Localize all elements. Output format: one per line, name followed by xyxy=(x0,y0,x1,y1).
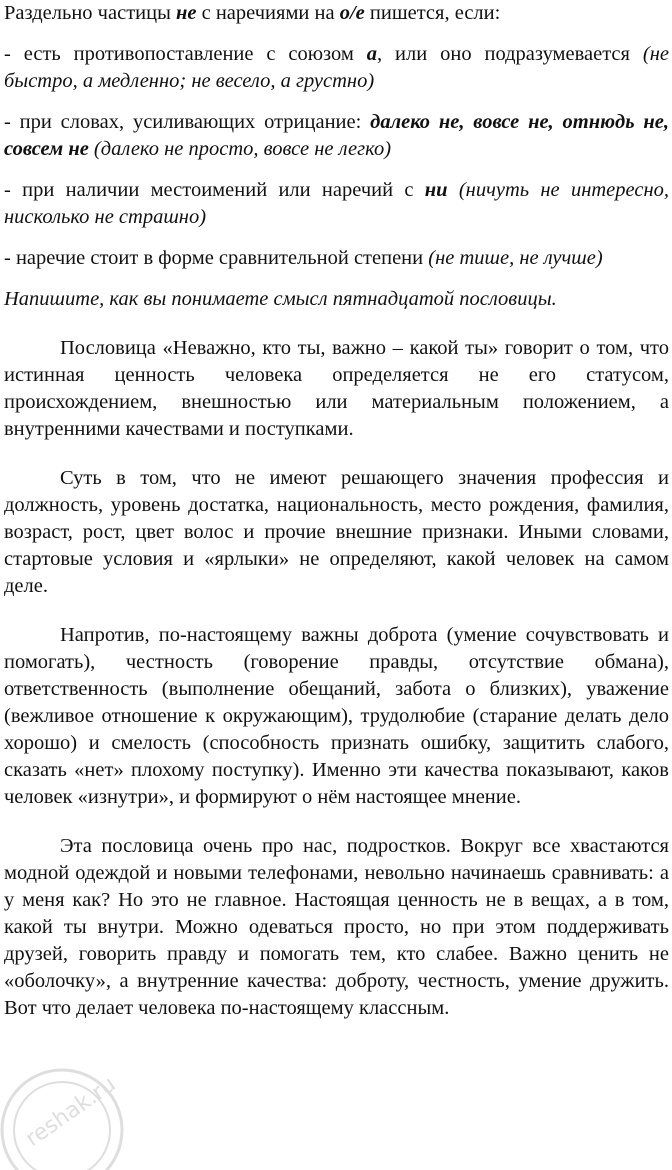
rule-example: (ничуть не интересно, нисколько не страшно) xyxy=(4,179,669,228)
rule-example: (не быстро, а медленно; не весело, а грустно) xyxy=(4,43,669,92)
rule-item: - при наличии местоимений или наречий с ни (ничуть не интересно, нисколько не страшно) xyxy=(4,179,669,228)
task-prompt: Напишите, как вы понимаете смысл пятнадцатой пословицы. xyxy=(4,288,557,310)
watermark-logo xyxy=(0,1040,162,1170)
rule-item: - есть противопоставление с союзом а, или оно подразумевается (не быстро, а медленно; не весело, а грустно) xyxy=(4,43,669,92)
answer-paragraph: Напротив, по-настоящему важны доброта (умение сочувствовать и помогать), честность (говорение правды, отсутствие обмана), ответственность (выполнение обещаний, забота о близких), уважение (вежливое отношение к окружающим), трудолюбие (старание делать дело хорошо) и смелость (способность признать ошибку, защитить слабого, сказать «нет» плохому поступку). Именно эти качества показывают, каков человек «изнутри», и формируют о нём настоящее мнение. xyxy=(4,624,669,808)
answer-paragraph: Суть в том, что не имеют решающего значения профессия и должность, уровень достатка, национальность, место рождения, фамилия, возраст, рост, цвет волос и прочие внешние признаки. Иными словами, стартовые условия и «ярлыки» не определяют, какой человек на самом деле. xyxy=(4,467,669,597)
answer-paragraph: Эта пословица очень про нас, подростков. Вокруг все хвастаются модной одеждой и новыми телефонами, невольно начинаешь сравнивать: а у меня как? Но это не главное. Настоящая ценность не в вещах, а в том, какой ты внутри. Можно одеваться просто, но при этом поддерживать друзей, говорить правду и помогать тем, кто слабее. Важно ценить не «оболочку», а внутренние качества: доброту, честность, умение дружить. Вот что делает человека по-настоящему классным. xyxy=(4,835,669,1019)
rule-item: - наречие стоит в форме сравнительной степени (не тише, не лучше) xyxy=(4,247,603,269)
rule-intro: Раздельно частицы не с наречиями на о/е пишется, если: xyxy=(4,2,501,24)
rule-example: (далеко не просто, вовсе не легко) xyxy=(93,138,392,160)
suffix-o-e: о/е xyxy=(339,2,365,24)
particle-ne: не xyxy=(176,2,197,24)
rule-item: - при словах, усиливающих отрицание: далеко не, вовсе не, отнюдь не, совсем не (далеко не просто, вовсе не легко) xyxy=(4,111,670,160)
rule-example: (не тише, не лучше) xyxy=(428,247,603,269)
document-page xyxy=(4,0,669,1022)
watermark-text: reshak.ru xyxy=(21,1071,121,1152)
answer-paragraph: Пословица «Неважно, кто ты, важно – какой ты» говорит о том, что истинная ценность человека определяется не его статусом, происхождением, внешностью или материальным положением, а внутренними качествами и поступками. xyxy=(4,337,669,440)
